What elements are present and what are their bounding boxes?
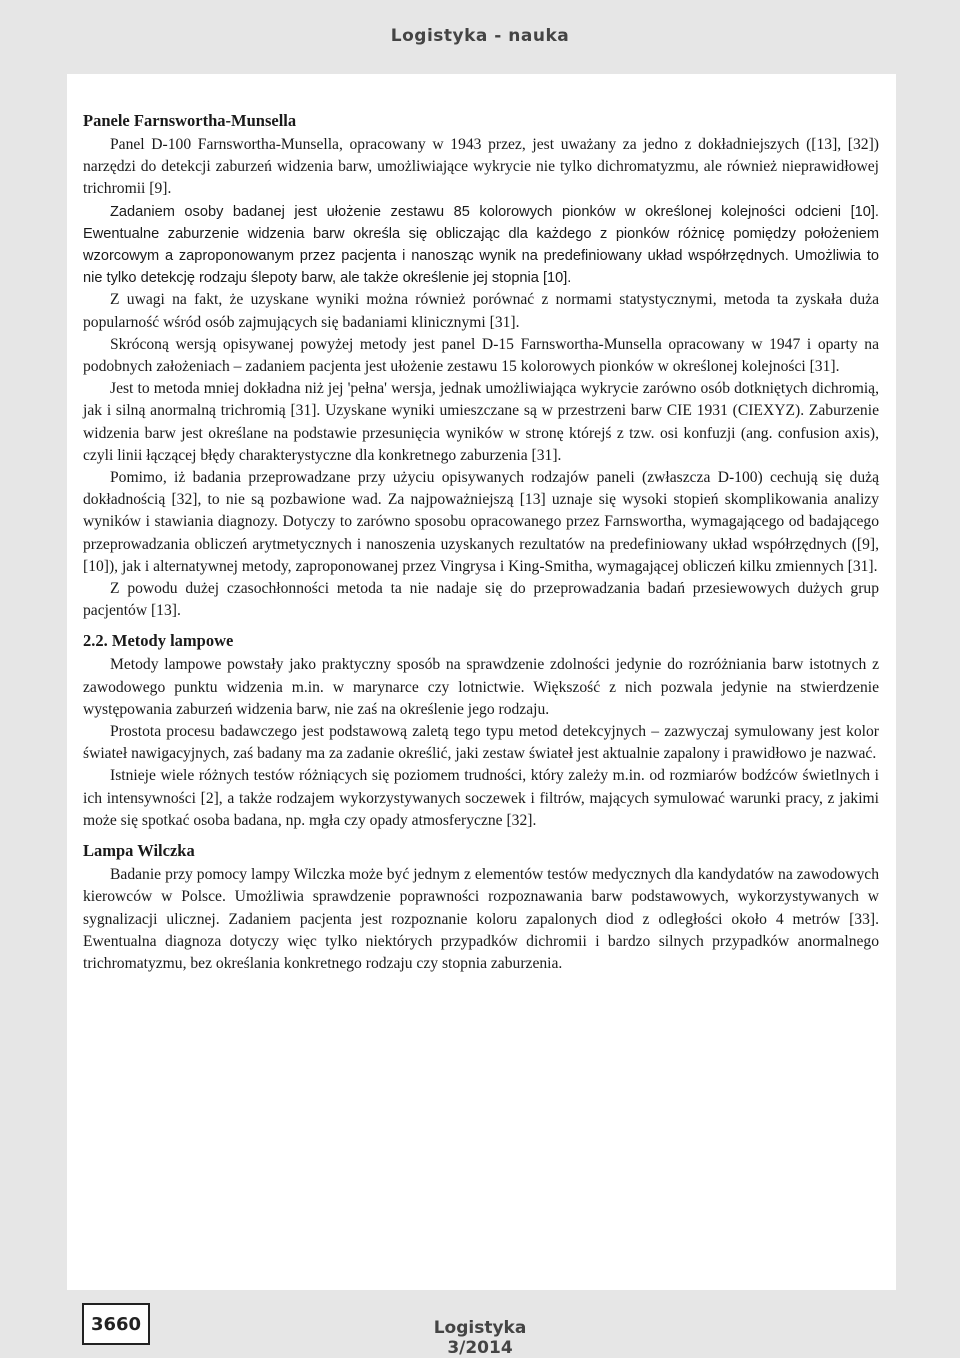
journal-footer: Logistyka 3/2014 <box>433 1318 527 1358</box>
paragraph: Skróconą wersją opisywanej powyżej metody jest panel D-15 Farnswortha-Munsella opracowany w 1947 i oparty na podobnych założeniach – zadaniem pacjenta jest ułożenie zestawu 15 kolorowych pionków w określonej kolejności [31]. <box>83 335 879 376</box>
section-heading-wilczek-lamp: Lampa Wilczka <box>83 841 195 861</box>
section-heading-farnsworth: Panele Farnswortha-Munsella <box>83 111 297 130</box>
paragraph: Prostota procesu badawczego jest podstawową zaletą tego typu metod detekcyjnych – zazwyczaj symulowany jest kolor świateł nawigacyjnych, zaś badany ma za zadanie określić, jaki zestaw świateł jest aktualnie zapalony i prawidłowo je nazwać. <box>83 723 879 763</box>
paragraph: Z powodu dużej czasochłonności metoda ta nie nadaje się do przeprowadzania badań przesiewowych dużych grup pacjentów [13]. <box>83 580 879 620</box>
page-sheet <box>67 74 896 1290</box>
paragraph: Pomimo, iż badania przeprowadzane przy użyciu opisywanych rodzajów paneli (zwłaszcza D-100) cechują się dużą dokładnością [32], to nie są pozbawione wad. Za najpoważniejszą [13] uznaje się wysoki stopień skomplikowania analizy wyników i stawiania diagnozy. Dotyczy to zarówno sposobu opracowanego przez Farnswortha, wymagającego od badającego przeprowadzania obliczeń arytmetycznych i nanoszenia uzyskanych rezultatów na predefiniowany układ współrzędnych ([9], [10]), jak i alternatywnej metody, zaproponowanej przez Vingrysa i King-Smitha, wymagającej obliczeń kilku zmiennych [31]. <box>83 469 879 575</box>
page-number: 3660 <box>90 1313 142 1335</box>
paragraph: Metody lampowe powstały jako praktyczny sposób na sprawdzenie zdolności jedynie do rozróżniania barw istotnych z zawodowego punktu widzenia m.in. w marynarce czy lotnictwie. Większość z nich pozwala jedynie na stwierdzenie występowania zaburzeń widzenia barw, nie zaś na określenie jego rodzaju. <box>83 656 879 718</box>
paragraph: Zadaniem osoby badanej jest ułożenie zestawu 85 kolorowych pionków w określonej kolejności odcieni [10]. Ewentualne zaburzenie widzenia barw określa się obliczając dla każdego z pionków różnicę pomiędzy położeniem wzorcowym a zaproponowanym przez pacjenta i nanosząc wynik na predefiniowany układ współrzędnych. Umożliwia to nie tylko detekcję rodzaju ślepoty barw, ale także określenie jej stopnia [10]. <box>83 203 879 287</box>
section-heading-lamp-methods: 2.2. Metody lampowe <box>83 631 234 651</box>
paragraph: Panel D-100 Farnswortha-Munsella, opracowany w 1943 przez, jest uważany za jedno z dokładniejszych ([13], [32]) narzędzi do detekcji zaburzeń widzenia barw, umożliwiające wykrycie nie tylko dichromatyzmu, ale również nieprawidłowej trichromii [9]. <box>83 136 879 198</box>
paragraph: Istnieje wiele różnych testów różniących się poziomem trudności, który zależy m.in. od rozmiarów bodźców świetlnych i ich intensywności [2], a także rodzajem wykorzystywanych soczewek i filtrów, mających symulować warunki pracy, z jakimi może się spotkać osoba badana, np. mgła czy opady atmosferyczne [32]. <box>83 767 879 829</box>
article-body <box>83 110 879 975</box>
page-number-box <box>82 1303 150 1345</box>
paragraph: Jest to metoda mniej dokładna niż jej 'pełna' wersja, jednak umożliwiająca wykrycie zarówno osób dotkniętych dichromią, jak i silną anormalną trichromią [31]. Uzyskane wyniki umieszczane są w przestrzeni barw CIE 1931 (CIEXYZ). Zaburzenie widzenia barw jest określane na podstawie przesunięcia wyników w stronę którejś z tzw. osi konfuzji (ang. confusion axis), czyli linii łączącej błędy charakterystyczne dla konkretnego zaburzenia [31]. <box>83 380 879 464</box>
paragraph: Badanie przy pomocy lampy Wilczka może być jednym z elementów testów medycznych dla kandydatów na zawodowych kierowców w Polsce. Umożliwia sprawdzenie poprawności rozpoznawania barw podstawowych, wykorzystywanych w sygnalizacji ulicznej. Zadaniem pacjenta jest rozpoznanie koloru zapalonych diod z odległości około 4 metrów [33]. Ewentualna diagnoza dotyczy więc tylko niektórych przypadków dichromii i bardzo silnych przypadków anormalnego trichromatyzmu, bez określania konkretnego rodzaju czy stopnia zaburzenia. <box>83 866 879 972</box>
paragraph: Z uwagi na fakt, że uzyskane wyniki można również porównać z normami statystycznymi, metoda ta zyskała duża popularność wśród osób zajmujących się badaniami klinicznymi [31]. <box>83 291 879 331</box>
running-header: Logistyka - nauka <box>390 26 570 46</box>
